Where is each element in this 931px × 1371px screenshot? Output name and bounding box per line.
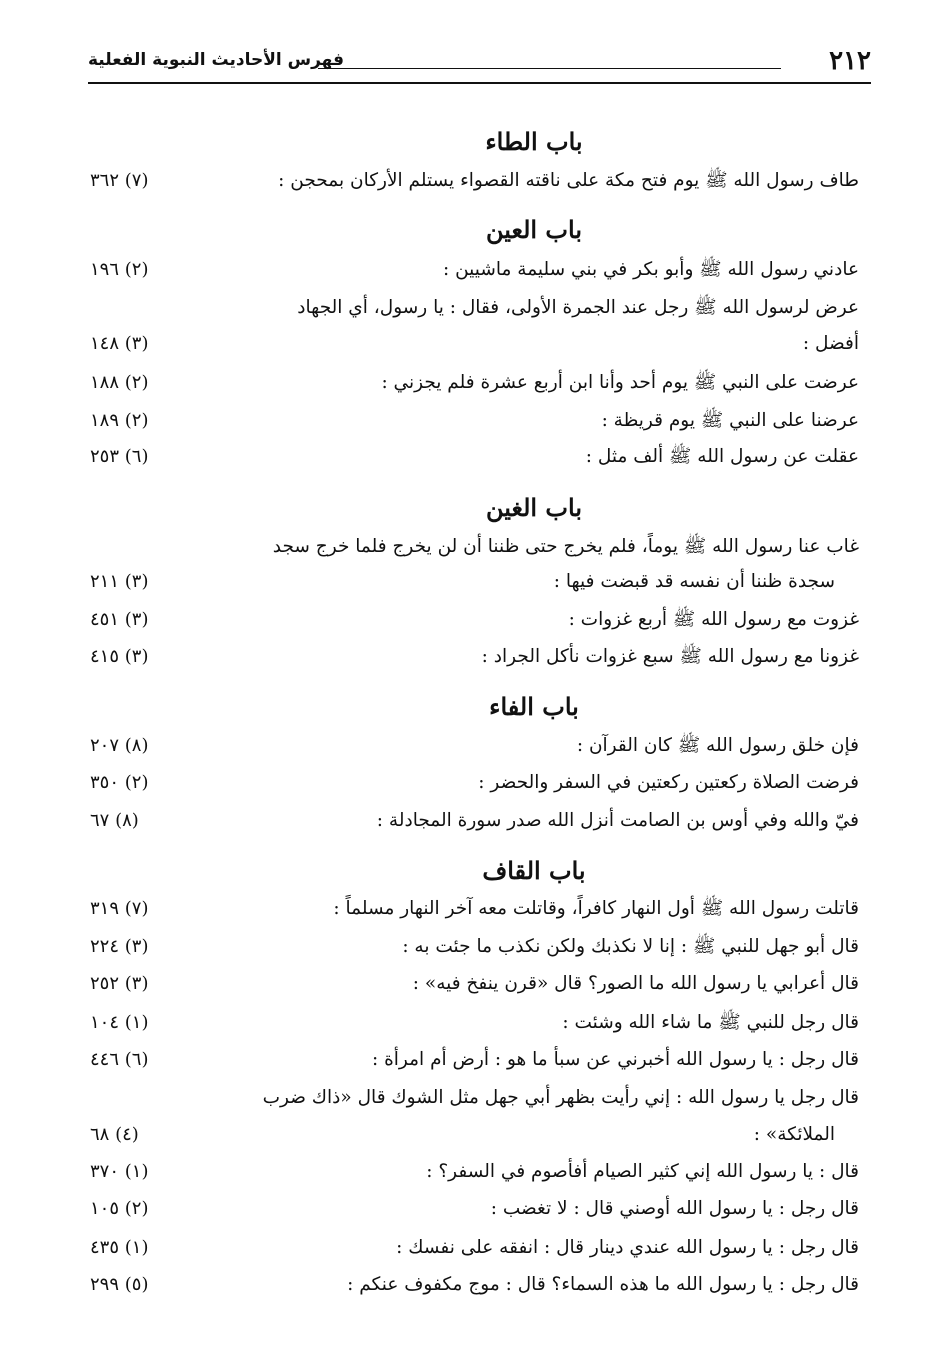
entry-reference: (٧) ٣٦٢ [90,170,149,191]
section-title: باب الغين [485,493,582,522]
entry-reference: (٣) ٤٥١ [90,609,149,630]
entry-reference: (٢) ١٨٩ [90,410,149,431]
entry-text: غاب عنا رسول الله ﷺ يوماً، فلم يخرج حتى ظننا أن لن يخرج فلما خرج سجد [272,536,859,557]
entry-reference: (٤) ٦٨ [90,1124,139,1145]
entry-text: قال رجل : يا رسول الله أخبرني عن سبأ ما هو : أرض أم امرأة : [371,1049,859,1070]
entry-text: فإن خلق رسول الله ﷺ كان القرآن : [576,735,859,756]
entry-reference: (٢) ٣٥٠ [90,772,149,793]
entry-reference: (٥) ٢٩٩ [90,1274,149,1295]
header-rule [88,82,871,84]
section-title: باب الفاء [489,692,579,721]
entry-text: عادني رسول الله ﷺ وأبو بكر في بني سليمة ماشيين : [442,259,859,280]
entry-reference: (٧) ٣١٩ [90,898,149,919]
entry-text: قال : يا رسول الله إني كثير الصيام أفأصوم في السفر؟ : [426,1161,859,1182]
entry-reference: (٣) ٤١٥ [90,646,149,667]
section-title: باب الطاء [485,127,583,156]
header-leader-line [318,68,781,69]
entry-text: غزونا مع رسول الله ﷺ سبع غزوات نأكل الجراد : [481,646,859,667]
running-header [88,40,871,84]
entry-text-continuation: أفضل : [802,333,859,354]
entry-text: فيّ والله وفي أوس بن الصامت أنزل الله صدر سورة المجادلة : [376,810,859,831]
page-number: ٢١٢ [829,46,871,76]
entry-reference: (٣) ٢١١ [90,571,149,592]
entry-text: قال رجل للنبي ﷺ ما شاء الله وشئت : [562,1012,859,1033]
running-title: فهرس الأحاديث النبوية الفعلية [88,50,345,70]
entry-text: فرضت الصلاة ركعتين ركعتين في السفر والحضر : [478,772,859,793]
entry-reference: (٨) ٦٧ [90,810,139,831]
entry-text: طاف رسول الله ﷺ يوم فتح مكة على ناقته القصواء يستلم الأركان بمحجن : [278,170,859,191]
entry-reference: (٢) ١٨٨ [90,372,149,393]
entry-text: قال أبو جهل للنبي ﷺ : إنا لا نكذبك ولكن نكذب ما جئت به : [402,936,859,957]
entry-reference: (٨) ٢٠٧ [90,735,149,756]
section-title: باب القاف [482,856,586,885]
entry-text: عرضت على النبي ﷺ يوم أحد وأنا ابن أربع عشرة فلم يجزني : [381,372,859,393]
entry-text: عرض لرسول الله ﷺ رجل عند الجمرة الأولى، فقال : يا رسول، أي الجهاد [297,297,859,318]
entry-text: قال رجل يا رسول الله : إني رأيت بظهر أبي جهل مثل الشوك قال «ذاك ضرب [262,1087,859,1108]
entry-text-continuation: الملائكة» : [753,1124,835,1145]
entry-reference: (١) ٣٧٠ [90,1161,149,1182]
entry-text: قال رجل : يا رسول الله عندي دينار قال : انفقه على نفسك : [396,1237,859,1258]
entry-reference: (٣) ١٤٨ [90,333,149,354]
entry-reference: (٣) ٢٢٤ [90,936,149,957]
entry-reference: (٢) ١٩٦ [90,259,149,280]
entry-text: عقلت عن رسول الله ﷺ ألف مثل : [585,446,859,467]
entry-text: قال رجل : يا رسول الله ما هذه السماء؟ قال : موج مكفوف عنكم : [347,1274,859,1295]
section-title: باب العين [485,215,582,244]
entry-text-continuation: سجدة ظننا أن نفسه قد قبضت فيها : [553,571,835,592]
entry-text: عرضنا على النبي ﷺ يوم قريظة : [601,410,859,431]
entry-reference: (١) ٤٣٥ [90,1237,149,1258]
entry-reference: (١) ١٠٤ [90,1012,149,1033]
entry-reference: (٢) ١٠٥ [90,1198,149,1219]
entry-text: قال رجل : يا رسول الله أوصني قال : لا تغضب : [490,1198,859,1219]
entry-text: قال أعرابي يا رسول الله ما الصور؟ قال «قرن ينفخ فيه» : [412,973,859,994]
entry-reference: (٣) ٢٥٢ [90,973,149,994]
entry-text: قاتلت رسول الله ﷺ أول النهار كافراً، وقاتلت معه آخر النهار مسلماً : [333,898,859,919]
entry-reference: (٦) ٢٥٣ [90,446,149,467]
entry-text: غزوت مع رسول الله ﷺ أربع غزوات : [568,609,859,630]
entry-reference: (٦) ٤٤٦ [90,1049,149,1070]
